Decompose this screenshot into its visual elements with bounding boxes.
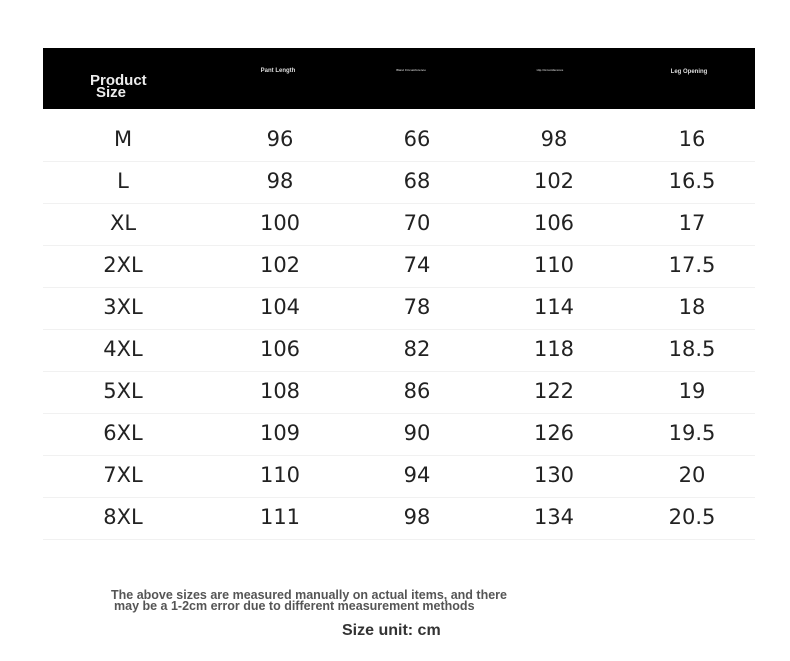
cell-size: 5XL xyxy=(103,379,143,403)
cell-waist: 66 xyxy=(403,127,431,151)
cell-waist: 86 xyxy=(403,379,431,403)
table-row xyxy=(43,204,755,246)
cell-hip: 122 xyxy=(533,379,575,403)
cell-leg-opening: 20.5 xyxy=(668,505,716,529)
header-hip-circumference: Hip Circumference xyxy=(536,68,564,72)
cell-waist: 94 xyxy=(403,463,431,487)
cell-waist: 78 xyxy=(403,295,431,319)
measurement-note xyxy=(111,590,507,612)
size-table-body xyxy=(43,120,755,540)
table-row xyxy=(43,246,755,288)
cell-waist: 98 xyxy=(403,505,431,529)
cell-size: XL xyxy=(109,211,137,235)
cell-pant-length: 100 xyxy=(259,211,301,235)
cell-hip: 134 xyxy=(533,505,575,529)
header-size-label: Size xyxy=(96,84,127,101)
cell-waist: 70 xyxy=(403,211,431,235)
cell-size: 6XL xyxy=(103,421,143,445)
cell-leg-opening: 18.5 xyxy=(668,337,716,361)
table-row xyxy=(43,330,755,372)
cell-size: 7XL xyxy=(103,463,143,487)
cell-leg-opening: 18 xyxy=(678,295,706,319)
measurement-note-line1: The above sizes are measured manually on actual items, and there xyxy=(111,588,507,602)
cell-hip: 98 xyxy=(540,127,568,151)
size-unit: Size unit: cm xyxy=(342,622,441,639)
table-header xyxy=(43,48,755,109)
table-row xyxy=(43,414,755,456)
cell-pant-length: 106 xyxy=(259,337,301,361)
cell-leg-opening: 19 xyxy=(678,379,706,403)
header-product-size xyxy=(90,72,147,101)
header-leg-opening: Leg Opening xyxy=(670,69,708,75)
cell-size: 3XL xyxy=(103,295,143,319)
table-row xyxy=(43,288,755,330)
cell-leg-opening: 19.5 xyxy=(668,421,716,445)
cell-leg-opening: 20 xyxy=(678,463,706,487)
cell-hip: 130 xyxy=(533,463,575,487)
cell-leg-opening: 17.5 xyxy=(668,253,716,277)
cell-waist: 74 xyxy=(403,253,431,277)
cell-pant-length: 104 xyxy=(259,295,301,319)
cell-leg-opening: 16 xyxy=(678,127,706,151)
header-product-label: Product xyxy=(90,72,147,89)
cell-waist: 82 xyxy=(403,337,431,361)
cell-pant-length: 96 xyxy=(266,127,294,151)
cell-pant-length: 111 xyxy=(259,505,301,529)
cell-pant-length: 108 xyxy=(259,379,301,403)
cell-hip: 114 xyxy=(533,295,575,319)
cell-size: 4XL xyxy=(103,337,143,361)
table-row xyxy=(43,120,755,162)
cell-waist: 90 xyxy=(403,421,431,445)
cell-hip: 106 xyxy=(533,211,575,235)
table-row xyxy=(43,162,755,204)
cell-pant-length: 102 xyxy=(259,253,301,277)
cell-hip: 126 xyxy=(533,421,575,445)
cell-leg-opening: 17 xyxy=(678,211,706,235)
header-waist-circumference: Waist Circumference xyxy=(396,68,426,72)
cell-pant-length: 98 xyxy=(266,169,294,193)
cell-hip: 110 xyxy=(533,253,575,277)
cell-size: 2XL xyxy=(103,253,143,277)
cell-leg-opening: 16.5 xyxy=(668,169,716,193)
cell-pant-length: 110 xyxy=(259,463,301,487)
cell-size: M xyxy=(113,127,133,151)
cell-size: L xyxy=(117,169,129,193)
cell-waist: 68 xyxy=(403,169,431,193)
table-row xyxy=(43,372,755,414)
cell-hip: 118 xyxy=(533,337,575,361)
cell-pant-length: 109 xyxy=(259,421,301,445)
cell-hip: 102 xyxy=(533,169,575,193)
measurement-note-line2: may be a 1-2cm error due to different measurement methods xyxy=(114,599,475,613)
table-row xyxy=(43,498,755,540)
header-pant-length: Pant Length xyxy=(260,68,296,74)
table-row xyxy=(43,456,755,498)
cell-size: 8XL xyxy=(103,505,143,529)
